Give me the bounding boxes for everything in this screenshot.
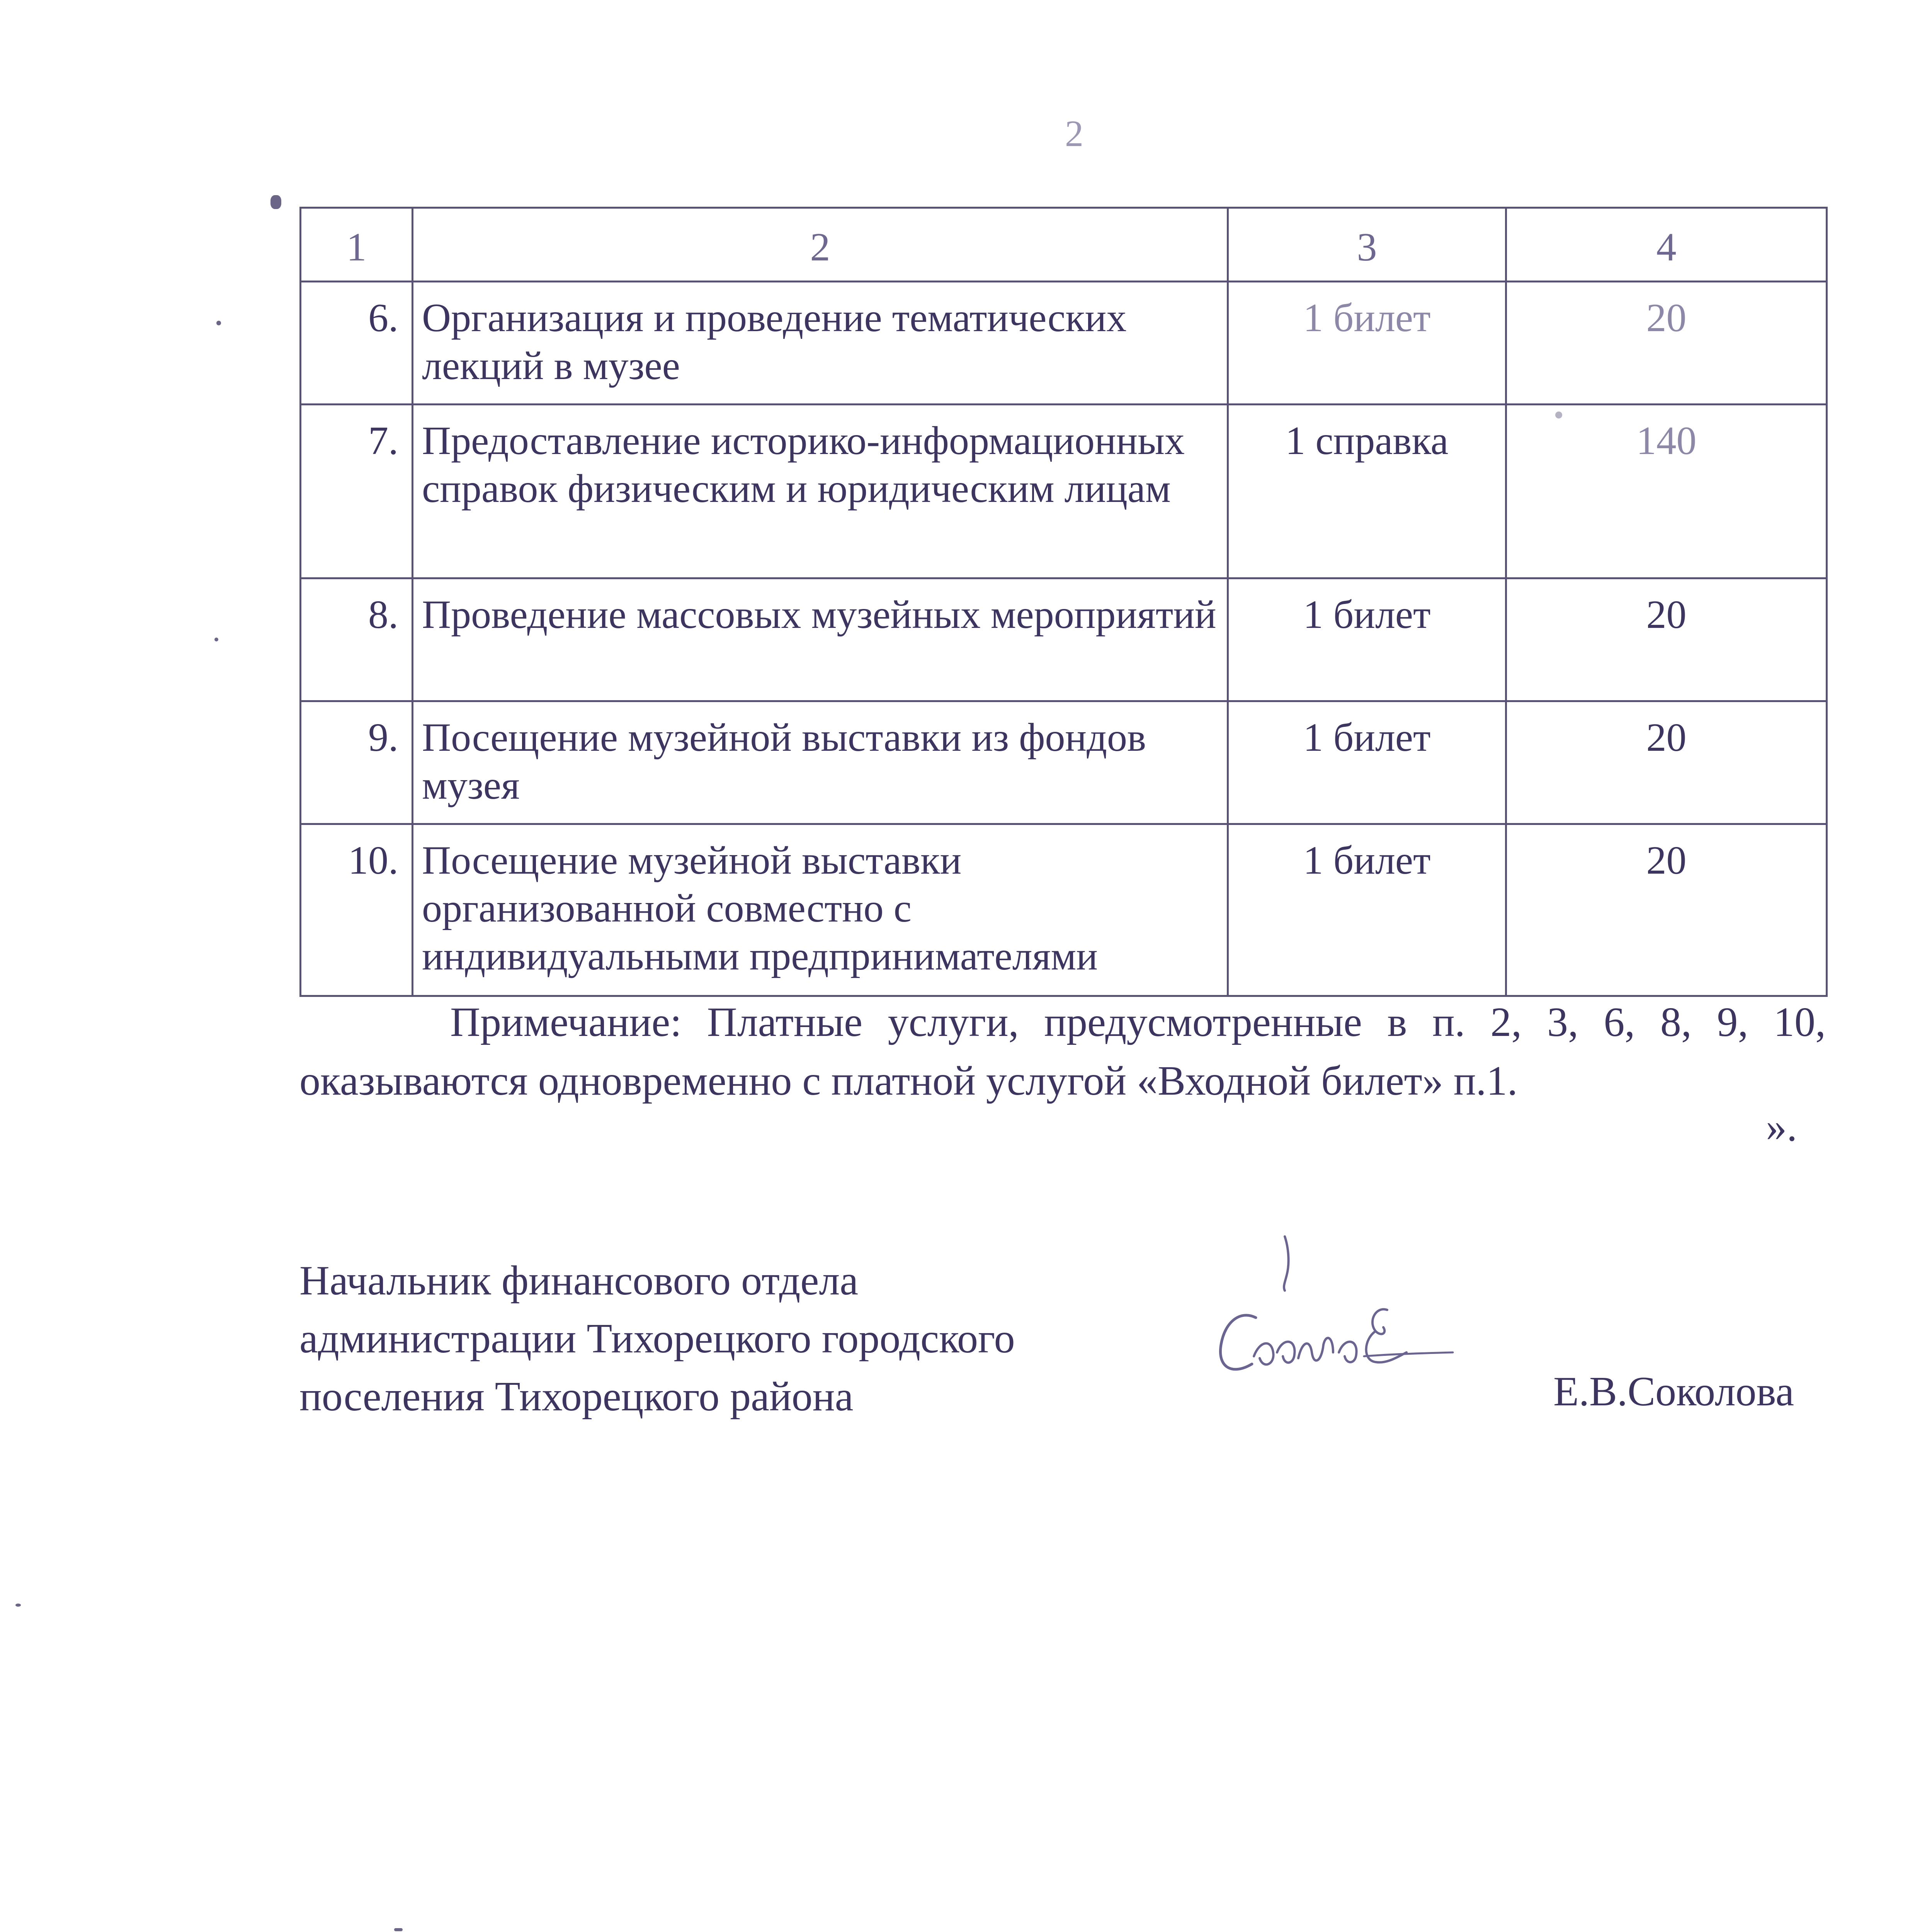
scan-speck [216,321,221,325]
service-unit: 1 билет [1228,701,1506,824]
service-price: 20 [1506,701,1827,824]
signatory-name: Е.В.Соколова [1553,1369,1794,1415]
table-row [301,282,1827,405]
service-price: 20 [1506,578,1827,701]
scan-speck [214,638,218,641]
table-row [301,405,1827,578]
service-name: Организация и проведение тематических лекций в музее [413,282,1228,405]
service-price: 140 [1506,405,1827,578]
service-unit: 1 билет [1228,578,1506,701]
handwritten-signature [1206,1229,1457,1406]
service-name: Предоставление историко-информационных справок физическим и юридическим лицам [413,405,1228,578]
header-cell: 2 [413,208,1228,282]
table-header-row [301,208,1827,282]
row-number: 6. [301,282,413,405]
signatory-title-line: Начальник финансового отдела [299,1258,859,1304]
table-row [301,701,1827,824]
service-price: 20 [1506,824,1827,996]
row-number: 8. [301,578,413,701]
header-cell: 4 [1506,208,1827,282]
service-name: Проведение массовых музейных мероприятий [413,578,1228,701]
signatory-title-line: поселения Тихорецкого района [299,1374,854,1420]
scan-speck [394,1928,403,1931]
service-name: Посещение музейной выставки из фондов музея [413,701,1228,824]
signatory-title [299,1252,1015,1426]
table-row [301,824,1827,996]
header-cell: 3 [1228,208,1506,282]
page-number: 2 [1065,113,1083,154]
row-number: 10. [301,824,413,996]
service-unit: 1 билет [1228,282,1506,405]
service-name: Посещение музейной выставки организованной совместно с индивидуальными предпринимателями [413,824,1228,996]
scan-speck [15,1604,21,1607]
row-number: 9. [301,701,413,824]
header-cell: 1 [301,208,413,282]
service-price: 20 [1506,282,1827,405]
scan-speck [1555,412,1562,418]
closing-quote: ». [1766,1104,1797,1150]
service-unit: 1 билет [1228,824,1506,996]
scan-speck [270,195,281,209]
table-row [301,578,1827,701]
row-number: 7. [301,405,413,578]
tariff-table [299,207,1828,997]
table-note: Примечание: Платные услуги, предусмотренные в п. 2, 3, 6, 8, 9, 10, оказываются одновременно с платной услугой «Входной билет» п.1. [299,999,1826,1104]
signatory-title-line: администрации Тихорецкого городского [299,1316,1015,1362]
service-unit: 1 справка [1228,405,1506,578]
